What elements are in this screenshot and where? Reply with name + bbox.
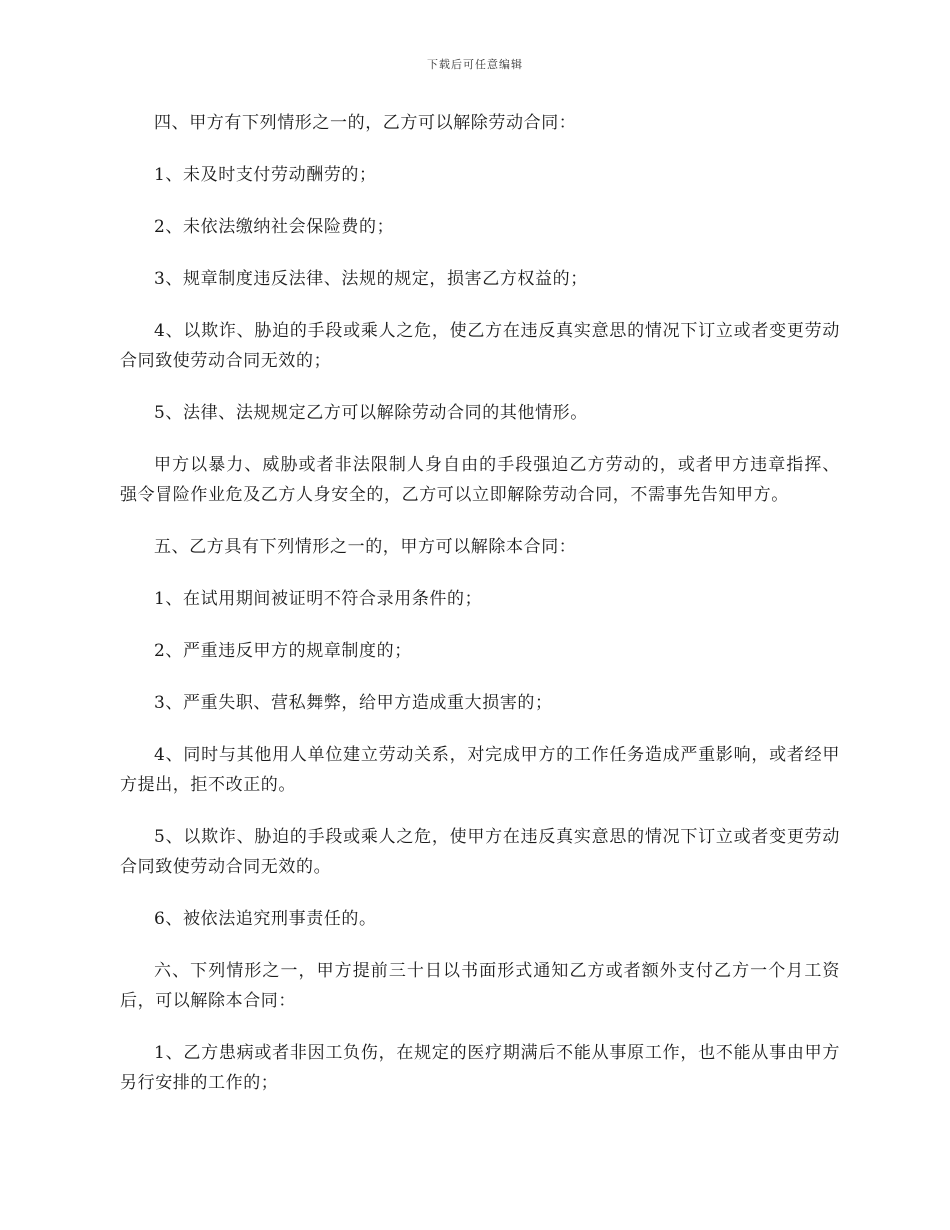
list-item: 6、被依法追究刑事责任的。 (154, 909, 377, 929)
list-item: 5、以欺诈、胁迫的手段或乘人之危，使甲方在违反真实意思的情况下订立或者变更劳动合同致使劳动合同无效的。 (120, 827, 840, 877)
list-item: 2、未依法缴纳社会保险费的； (154, 217, 395, 237)
list-item: 3、严重失职、营私舞弊，给甲方造成重大损害的； (154, 693, 553, 713)
list-item: 1、乙方患病或者非因工负伤，在规定的医疗期满后不能从事原工作，也不能从事由甲方另行安排的工作的； (120, 1043, 840, 1093)
page-header: 下载后可任意编辑 (427, 58, 523, 71)
list-item: 3、规章制度违反法律、法规的规定，损害乙方权益的； (154, 269, 588, 289)
section-heading-5: 五、乙方具有下列情形之一的，甲方可以解除本合同： (154, 537, 577, 557)
list-item: 4、以欺诈、胁迫的手段或乘人之危，使乙方在违反真实意思的情况下订立或者变更劳动合同致使劳动合同无效的； (120, 321, 840, 371)
list-item: 4、同时与其他用人单位建立劳动关系，对完成甲方的工作任务造成严重影响，或者经甲方提出，拒不改正的。 (120, 745, 840, 795)
list-item: 2、严重违反甲方的规章制度的； (154, 641, 412, 661)
list-item: 5、法律、法规规定乙方可以解除劳动合同的其他情形。 (154, 403, 588, 423)
body-paragraph: 甲方以暴力、威胁或者非法限制人身自由的手段强迫乙方劳动的，或者甲方违章指挥、强令冒险作业危及乙方人身安全的，乙方可以立即解除劳动合同，不需事先告知甲方。 (120, 455, 840, 505)
list-item: 1、未及时支付劳动酬劳的； (154, 165, 377, 185)
section-heading-6: 六、下列情形之一，甲方提前三十日以书面形式通知乙方或者额外支付乙方一个月工资后，可以解除本合同： (120, 961, 840, 1011)
document-body (120, 108, 840, 1120)
list-item: 1、在试用期间被证明不符合录用条件的； (154, 589, 483, 609)
section-heading-4: 四、甲方有下列情形之一的，乙方可以解除劳动合同： (154, 113, 577, 133)
